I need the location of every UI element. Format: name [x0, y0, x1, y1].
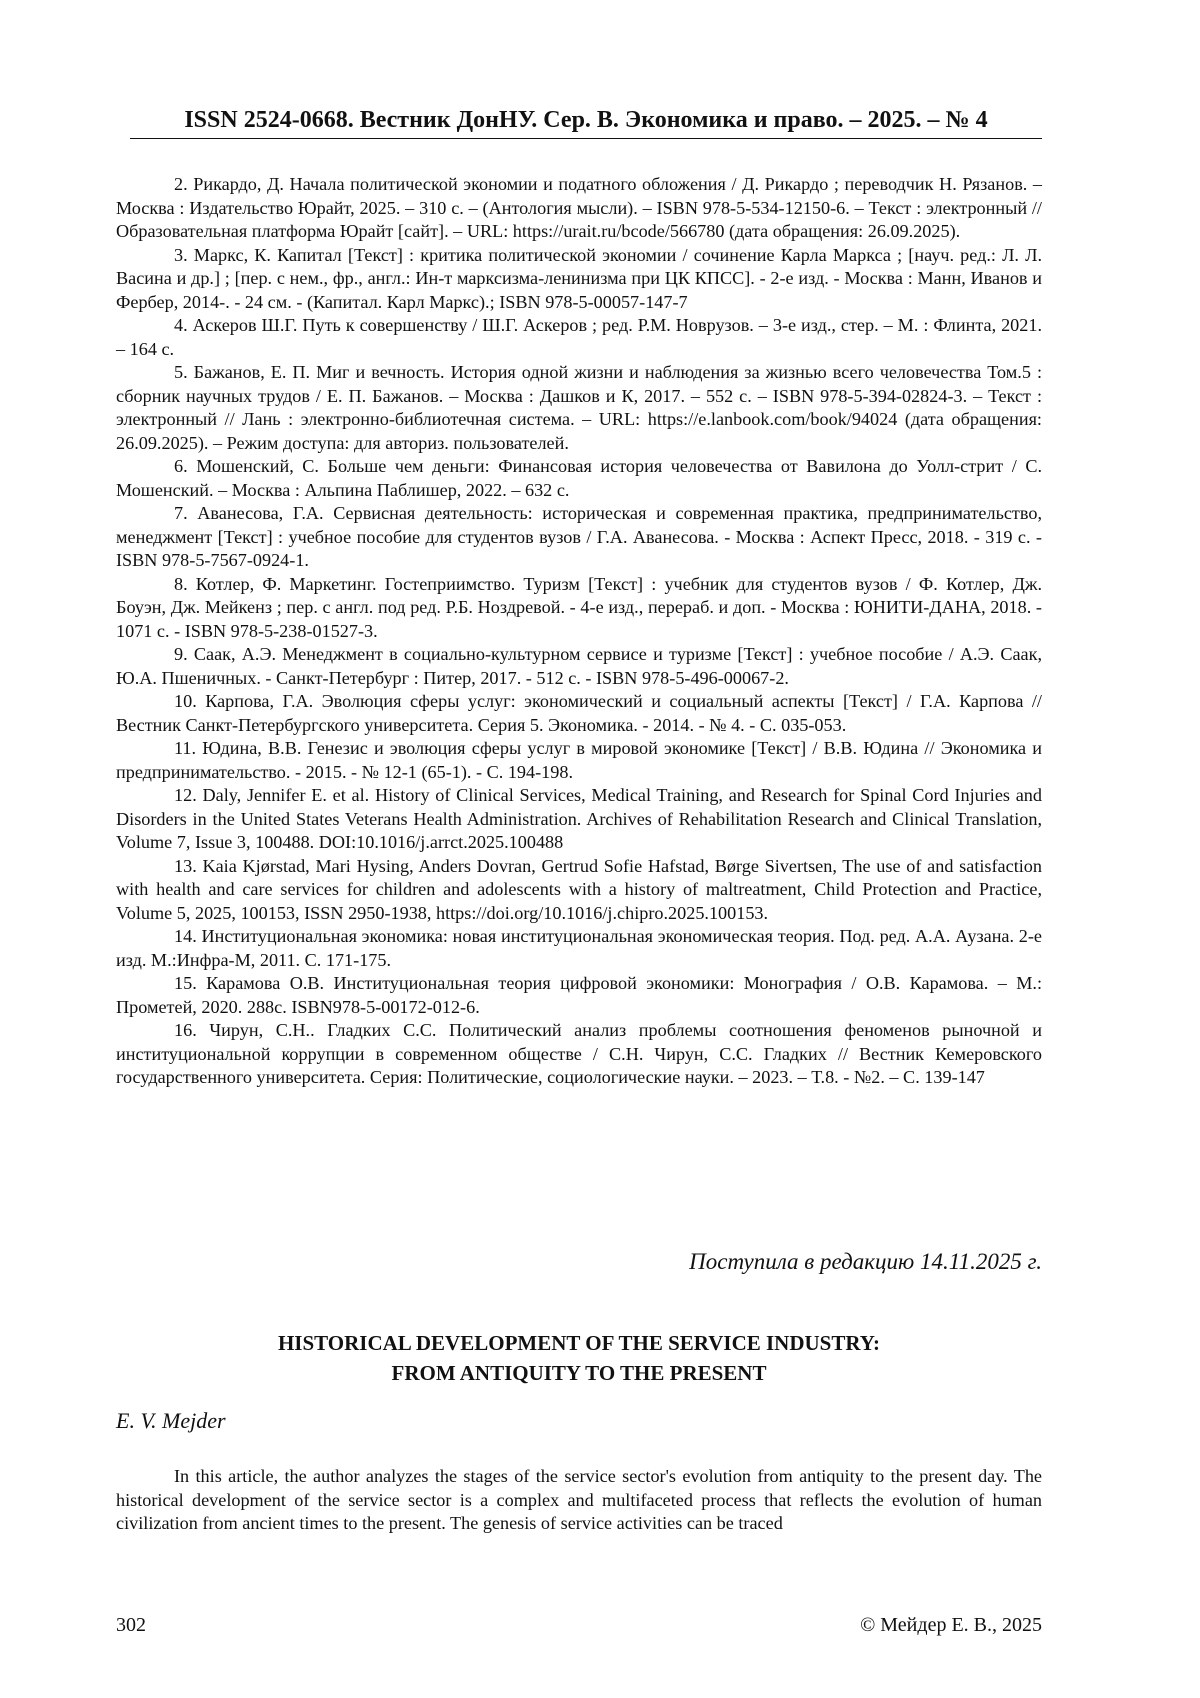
article-title-line: FROM ANTIQUITY TO THE PRESENT — [391, 1361, 767, 1385]
reference-item: 10. Карпова, Г.А. Эволюция сферы услуг: экономический и социальный аспекты [Текст] / Г.А. Карпова // Вестник Санкт-Петербургского университета. Серия 5. Экономика. - 2014. - № 4. - С. 035-053. — [116, 691, 1042, 735]
reference-list — [116, 173, 1042, 1090]
article-title-line: HISTORICAL DEVELOPMENT OF THE SERVICE INDUSTRY: — [277, 1331, 881, 1355]
reference-item: 4. Аскеров Ш.Г. Путь к совершенству / Ш.Г. Аскеров ; ред. Р.М. Новрузов. – 3-е изд., стер. – М. : Флинта, 2021. – 164 с. — [116, 315, 1042, 359]
reference-item: 5. Бажанов, Е. П. Миг и вечность. История одной жизни и наблюдения за жизнью всего человечества Том.5 : сборник научных трудов / Е. П. Бажанов. – Москва : Дашков и К, 2017. – 552 с. – ISBN 978-5-394-02824-3. – Текст : электронный // Лань : электронно-библиотечная система. – URL: https://e.lanbook.com/book/94024 (дата обращения: 26.09.2025). – Режим доступа: для авториз. пользователей. — [116, 362, 1042, 453]
running-header: ISSN 2524-0668. Вестник ДонНУ. Сер. В. Экономика и право. – 2025. – № 4 — [184, 107, 988, 133]
reference-item: 8. Котлер, Ф. Маркетинг. Гостеприимство. Туризм [Текст] : учебник для студентов вузов / Ф. Котлер, Дж. Боуэн, Дж. Мейкенз ; пер. с англ. под ред. Р.Б. Ноздревой. - 4-е изд., перераб. и доп. - Москва : ЮНИТИ-ДАНА, 2018. - 1071 с. - ISBN 978-5-238-01527-3. — [116, 573, 1042, 641]
article-abstract: In this article, the author analyzes the stages of the service sector's evolution from antiquity to the present day. The historical development of the service sector is a complex and multifaceted process that reflects the evolution of human civilization from ancient times to the present. The genesis of service activities can be traced — [116, 1466, 1042, 1533]
page-number: 302 — [116, 1614, 146, 1636]
copyright-notice: © Мейдер Е. В., 2025 — [860, 1614, 1042, 1636]
reference-item: 11. Юдина, В.В. Генезис и эволюция сферы услуг в мировой экономике [Текст] / В.В. Юдина // Экономика и предпринимательство. - 2015. - № 12-1 (65-1). - С. 194-198. — [116, 738, 1042, 782]
reference-item: 14. Институциональная экономика: новая институциональная экономическая теория. Под. ред. А.А. Аузана. 2-е изд. М.:Инфра-М, 2011. С. 171-175. — [116, 926, 1042, 970]
reference-item: 16. Чирун, С.Н.. Гладких С.С. Политический анализ проблемы соотношения феноменов рыночной и институциональной коррупции в современном обществе / С.Н. Чирун, С.С. Гладких // Вестник Кемеровского государственного университета. Серия: Политические, социологические науки. – 2023. – Т.8. - №2. – С. 139-147 — [116, 1020, 1042, 1087]
received-date: Поступила в редакцию 14.11.2025 г. — [689, 1249, 1042, 1274]
reference-item: 6. Мошенский, С. Больше чем деньги: Финансовая история человечества от Вавилона до Уолл-стрит / С. Мошенский. – Москва : Альпина Паблишер, 2022. – 632 с. — [116, 456, 1042, 500]
reference-item: 12. Daly, Jennifer E. et al. History of Clinical Services, Medical Training, and Research for Spinal Cord Injuries and Disorders in the United States Veterans Health Administration. Archives of Rehabilitation Research and Clinical Translation, Volume 7, Issue 3, 100488. DOI:10.1016/j.arrct.2025.100488 — [116, 785, 1042, 852]
article-title — [116, 1328, 1042, 1388]
reference-item: 3. Маркс, К. Капитал [Текст] : критика политической экономии / сочинение Карла Маркса ; [науч. ред.: Л. Л. Васина и др.] ; [пер. с нем., фр., англ.: Ин-т марксизма-ленинизма при ЦК КПСС]. - 2-е изд. - Москва : Манн, Иванов и Фербер, 2014-. - 24 см. - (Капитал. Карл Маркс).; ISBN 978-5-00057-147-7 — [116, 244, 1042, 312]
reference-item: 2. Рикардо, Д. Начала политической экономии и податного обложения / Д. Рикардо ; переводчик Н. Рязанов. – Москва : Издательство Юрайт, 2025. – 310 с. – (Антология мысли). – ISBN 978-5-534-12150-6. – Текст : электронный // Образовательная платформа Юрайт [сайт]. – URL: https://urait.ru/bcode/566780 (дата обращения: 26.09.2025). — [116, 174, 1042, 241]
reference-item: 15. Карамова О.В. Институциональная теория цифровой экономики: Монография / О.В. Карамова. – М.: Прометей, 2020. 288с. ISBN978-5-00172-012-6. — [116, 973, 1042, 1017]
reference-item: 9. Саак, А.Э. Менеджмент в социально-культурном сервисе и туризме [Текст] : учебное пособие / А.Э. Саак, Ю.А. Пшеничных. - Санкт-Петербург : Питер, 2017. - 512 с. - ISBN 978-5-496-00067-2. — [116, 644, 1042, 688]
header-divider — [130, 138, 1042, 139]
article-author: E. V. Mejder — [116, 1408, 226, 1433]
reference-item: 7. Аванесова, Г.А. Сервисная деятельность: историческая и современная практика, предпринимательство, менеджмент [Текст] : учебное пособие для студентов вузов / Г.А. Аванесова. - Москва : Аспект Пресс, 2018. - 319 с. - ISBN 978-5-7567-0924-1. — [116, 503, 1042, 570]
reference-item: 13. Kaia Kjørstad, Mari Hysing, Anders Dovran, Gertrud Sofie Hafstad, Børge Sivertsen, The use of and satisfaction with health and care services for children and adolescents with a history of maltreatment, Child Protection and Practice, Volume 5, 2025, 100153, ISSN 2950-1938, https://doi.org/10.1016/j.chipro.2025.100153. — [116, 855, 1042, 923]
